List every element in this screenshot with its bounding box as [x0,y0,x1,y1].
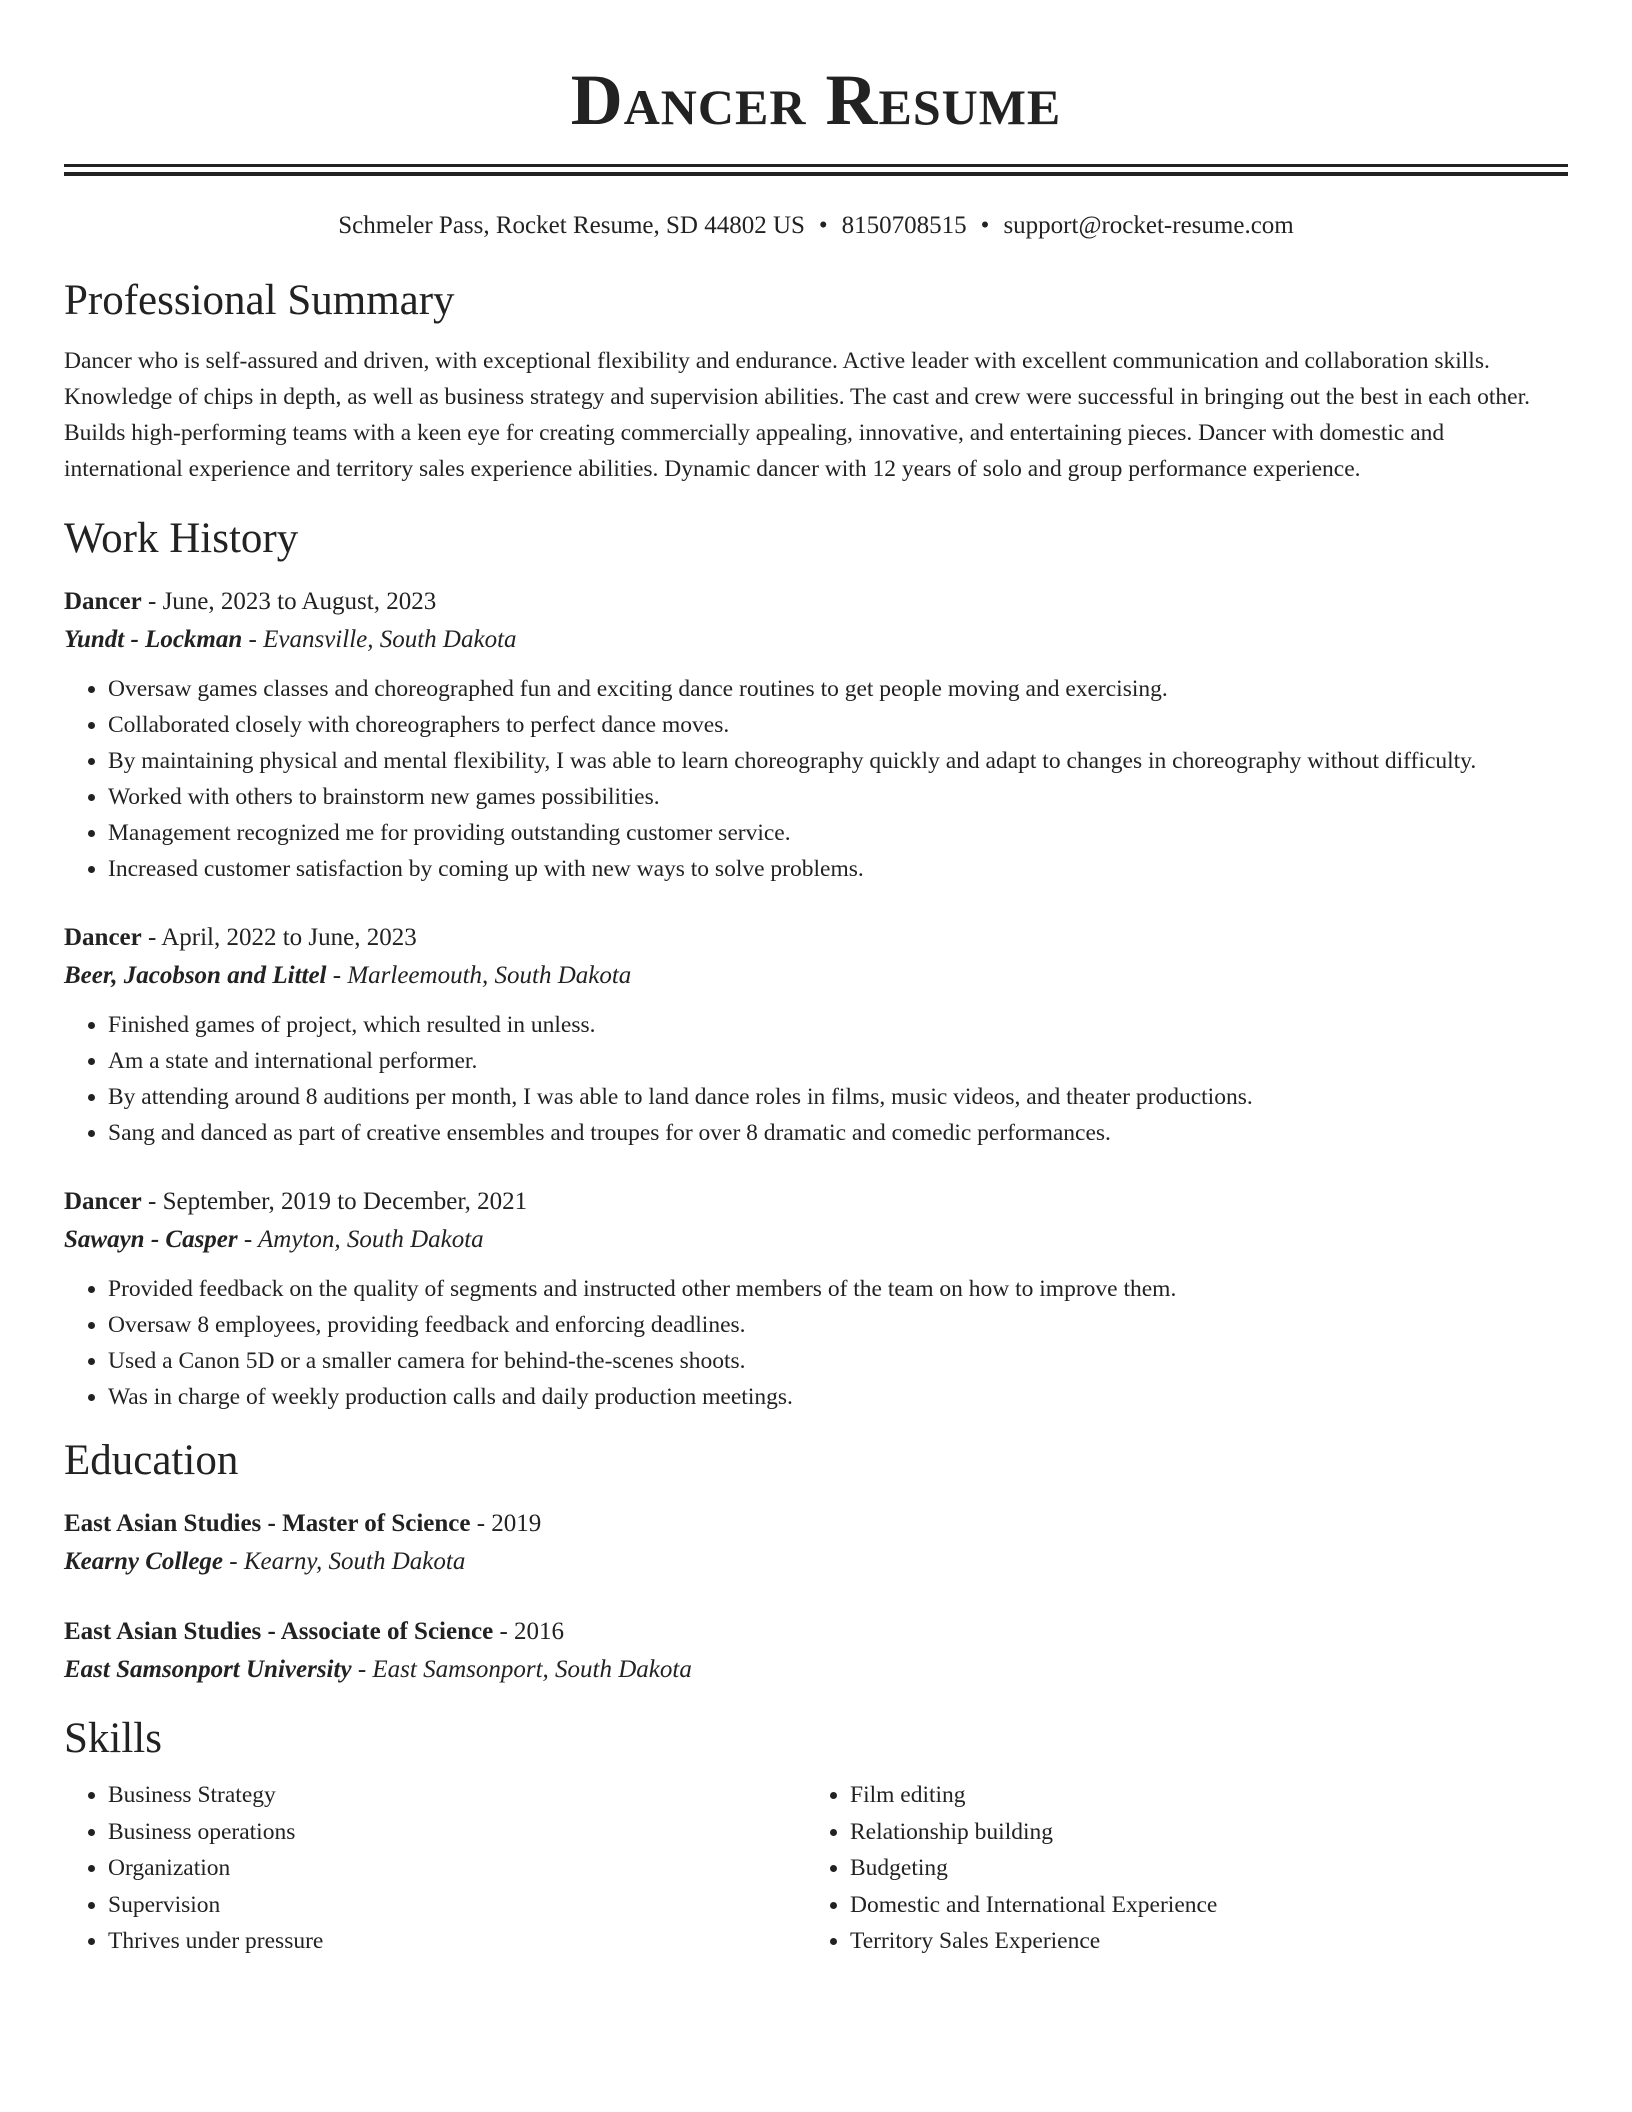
skill-item: • Thrives under pressure [108,1923,806,1960]
job-company: Yundt - Lockman [64,626,243,653]
job-bullets [64,1007,1568,1151]
skills-list-right [806,1777,1568,1960]
skill-item: • Film editing [850,1777,1568,1814]
job-company-line [64,957,1568,995]
work-history-section [64,513,1568,1415]
school: East Samsonport University [64,1656,352,1683]
list-item: • Management recognized me for providing outstanding customer service. [108,815,1568,851]
degree-line [64,1505,1568,1543]
job-title: Dancer [64,1188,142,1215]
list-item: • Finished games of project, which resulted in unless. [108,1007,1568,1043]
professional-summary-section [64,275,1568,487]
job-location: - Evansville, South Dakota [242,626,517,653]
job-title-line [64,1183,1568,1221]
section-heading-education: Education [64,1437,239,1484]
job-title: Dancer [64,588,142,615]
list-item: • Am a state and international performer. [108,1043,1568,1079]
contact-separator: • [980,212,990,239]
skills-columns [64,1777,1568,1960]
job-bullets [64,1271,1568,1415]
contact-line [64,209,1568,243]
skill-item: • Supervision [108,1887,806,1924]
contact-email: support@rocket-resume.com [1003,212,1294,239]
job-company: Sawayn - Casper [64,1226,238,1253]
job-company: Beer, Jacobson and Littel [64,962,327,989]
contact-address: Schmeler Pass, Rocket Resume, SD 44802 US [338,212,805,239]
list-item: • Increased customer satisfaction by coming up with new ways to solve problems. [108,851,1568,887]
job-dates: - April, 2022 to June, 2023 [141,924,417,951]
education-section [64,1435,1568,1689]
list-item: • By maintaining physical and mental flexibility, I was able to learn choreography quickly and adapt to changes in choreography without difficulty. [108,743,1568,779]
list-item: • Collaborated closely with choreographers to perfect dance moves. [108,707,1568,743]
skill-item: • Territory Sales Experience [850,1923,1568,1960]
job-title: Dancer [64,924,142,951]
skill-item: • Organization [108,1850,806,1887]
education-entry [64,1505,1568,1581]
degree-line [64,1613,1568,1651]
school-location: - Kearny, South Dakota [223,1548,466,1575]
skill-item: • Business operations [108,1814,806,1851]
skill-item: • Business Strategy [108,1777,806,1814]
list-item: • Sang and danced as part of creative ensembles and troupes for over 8 dramatic and comedic performances. [108,1115,1568,1151]
job-dates: - September, 2019 to December, 2021 [141,1188,528,1215]
skill-item: • Relationship building [850,1814,1568,1851]
job-location: - Amyton, South Dakota [237,1226,484,1253]
job-dates: - June, 2023 to August, 2023 [141,588,437,615]
page-title: Dancer Resume [570,60,1062,140]
contact-phone: 8150708515 [841,212,967,239]
job-company-line [64,1221,1568,1259]
education-entry [64,1613,1568,1689]
list-item: • Provided feedback on the quality of segments and instructed other members of the team on how to improve them. [108,1271,1568,1307]
job-location: - Marleemouth, South Dakota [326,962,632,989]
job-entry [64,583,1568,887]
skills-list-left [64,1777,806,1960]
job-title-line [64,919,1568,957]
section-heading-skills: Skills [64,1715,162,1762]
degree-year: - 2019 [470,1510,542,1537]
summary-text: Dancer who is self-assured and driven, with exceptional flexibility and endurance. Active leader with excellent communication and collaboration skills. Knowledge of chips in depth, as well as business strategy and supervision abilities. The cast and crew were successful in bringing out the best in each other. Builds high-performing teams with a keen eye for creating commercially appealing, innovative, and entertaining pieces. Dancer with domestic and international experience and territory sales experience abilities. Dynamic dancer with 12 years of solo and group performance experience. [64,348,1530,482]
section-heading-work: Work History [64,515,299,562]
title-double-rule [64,164,1568,176]
school-location: - East Samsonport, South Dakota [351,1656,692,1683]
list-item: • Worked with others to brainstorm new games possibilities. [108,779,1568,815]
list-item: • Was in charge of weekly production calls and daily production meetings. [108,1379,1568,1415]
list-item: • Oversaw 8 employees, providing feedback and enforcing deadlines. [108,1307,1568,1343]
list-item: • Used a Canon 5D or a smaller camera for behind-the-scenes shoots. [108,1343,1568,1379]
school: Kearny College [64,1548,224,1575]
skill-item: • Domestic and International Experience [850,1887,1568,1924]
list-item: • Oversaw games classes and choreographed fun and exciting dance routines to get people moving and exercising. [108,671,1568,707]
job-entry [64,1183,1568,1415]
job-company-line [64,621,1568,659]
skills-section [64,1713,1568,1960]
job-title-line [64,583,1568,621]
list-item: • By attending around 8 auditions per month, I was able to land dance roles in films, music videos, and theater productions. [108,1079,1568,1115]
skill-item: • Budgeting [850,1850,1568,1887]
job-bullets [64,671,1568,887]
school-line [64,1543,1568,1581]
contact-separator: • [818,212,828,239]
school-line [64,1651,1568,1689]
section-heading-summary: Professional Summary [64,277,455,324]
degree-year: - 2016 [493,1618,565,1645]
degree: East Asian Studies - Master of Science [64,1510,471,1537]
job-entry [64,919,1568,1151]
degree: East Asian Studies - Associate of Science [64,1618,494,1645]
